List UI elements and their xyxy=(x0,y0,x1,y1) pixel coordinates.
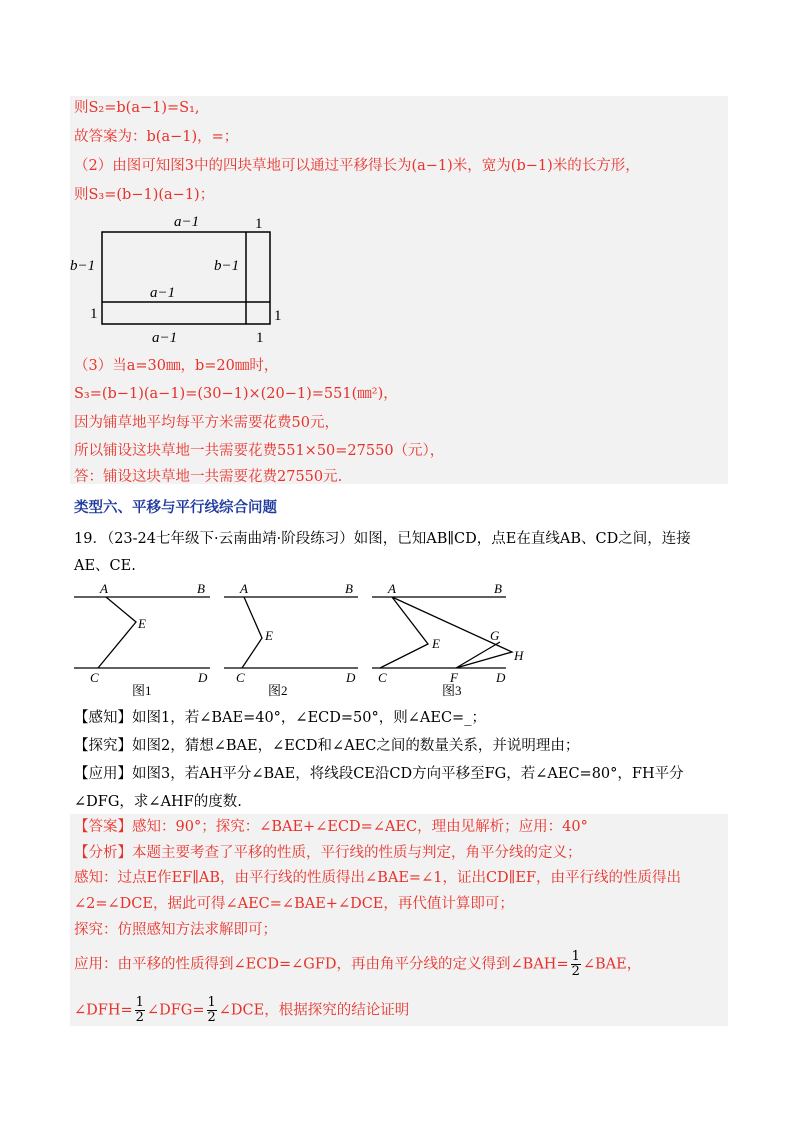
solution-line-3 xyxy=(74,156,640,176)
fraction-half-2 xyxy=(135,996,145,1025)
figure-3 xyxy=(372,581,524,698)
part3-line-4: 所以铺设这块草地一共需要花费551×50=27550（元）， xyxy=(74,443,445,459)
solution-line-2: 故答案为：b(a−1)，=； xyxy=(74,129,239,145)
fig2-label-a: A xyxy=(240,581,248,596)
fig3-label-a: A xyxy=(388,581,396,596)
part3-line-3: 因为铺草地平均每平方米需要花费50元， xyxy=(74,415,339,431)
solution-line-3-prefix: （2）由图可知图3中的四块草地可以通过平移得长为 xyxy=(74,158,412,174)
question-explore: 【探究】如图2，猜想∠BAE，∠ECD和∠AEC之间的数量关系，并说明理由； xyxy=(74,738,580,754)
fraction-numerator-3: 1 xyxy=(207,995,216,1010)
fraction-numerator-2: 1 xyxy=(135,995,144,1010)
analysis-explore-line: 探究：仿照感知方法求解即可； xyxy=(74,922,277,938)
label-inner-bottom: a−1 xyxy=(150,285,176,301)
fraction-denominator-2: 2 xyxy=(135,1010,144,1025)
rectangle-figure xyxy=(70,208,310,350)
answer-line: 【答案】感知：90°；探究：∠BAE+∠ECD=∠AEC，理由见解析；应用：40° xyxy=(74,819,588,835)
label-top-right: 1 xyxy=(255,216,263,232)
question-apply-line-1: 【应用】如图3，若AH平分∠BAE，将线段CE沿CD方向平移至FG，若∠AEC=80°，FH平分 xyxy=(74,766,684,782)
question-perceive: 【感知】如图1，若∠BAE=40°，∠ECD=50°，则∠AEC=_； xyxy=(74,710,486,726)
label-bottom-right: 1 xyxy=(256,330,264,346)
solution-line-3-mid: 米，宽为 xyxy=(452,158,511,174)
geometry-figures xyxy=(70,578,530,702)
label-right-small: 1 xyxy=(274,308,282,324)
fig1-caption: 图1 xyxy=(132,683,152,698)
problem-line-1: 19．（23-24七年级下·云南曲靖·阶段练习）如图，已知AB∥CD，点E在直线AB、CD之间，连接 xyxy=(74,531,691,547)
analysis-apply-line-2-mid: ∠DFG= xyxy=(146,1002,205,1019)
fig1-label-d: D xyxy=(198,670,208,685)
fig2-label-c: C xyxy=(236,670,245,685)
fig3-label-d: D xyxy=(496,670,506,685)
label-left: b−1 xyxy=(70,258,96,274)
analysis-line: 【分析】本题主要考查了平移的性质，平行线的性质与判定，角平分线的定义； xyxy=(74,845,582,861)
analysis-apply-line-2-prefix: ∠DFH= xyxy=(74,1002,133,1019)
fraction-denominator-3: 2 xyxy=(207,1010,216,1025)
label-left-small: 1 xyxy=(90,306,98,322)
solution-line-1: 则S₂=b(a−1)=S₁, xyxy=(74,100,200,116)
outer-rectangle xyxy=(102,232,270,324)
question-apply-line-2: ∠DFG，求∠AHF的度数. xyxy=(74,794,242,810)
fig2-label-b: B xyxy=(345,581,353,596)
fraction-half xyxy=(571,950,581,979)
analysis-perceive-line-1: 感知：过点E作EF∥AB，由平行线的性质得出∠BAE=∠1，证出CD∥EF，由平行线的性质得出 xyxy=(74,870,682,886)
analysis-apply-line-1 xyxy=(74,950,641,979)
fig3-label-c: C xyxy=(378,670,387,685)
part3-line-5: 答：铺设这块草地一共需要花费27550元. xyxy=(74,469,343,485)
fig1-label-a: A xyxy=(100,581,108,596)
analysis-apply-line-1-prefix: 应用：由平移的性质得到∠ECD=∠GFD，再由角平分线的定义得到∠BAH= xyxy=(74,956,569,973)
part3-line-2: S₃=(b−1)(a−1)=(30−1)×(20−1)=551(㎜²)， xyxy=(74,386,398,402)
figure-1 xyxy=(74,581,210,698)
solution-line-4: 则S₃=(b−1)(a−1)； xyxy=(74,187,215,203)
fig2-label-d: D xyxy=(346,670,356,685)
analysis-apply-line-2 xyxy=(74,996,409,1025)
fig2-caption: 图2 xyxy=(268,683,288,698)
figure-2 xyxy=(224,581,358,698)
label-inner-right: b−1 xyxy=(214,258,240,274)
solution-line-3-suffix: 米的长方形， xyxy=(552,158,640,174)
fig2-label-e: E xyxy=(265,628,273,643)
fig3-label-b: B xyxy=(494,581,502,596)
fraction-numerator: 1 xyxy=(571,949,580,964)
fraction-half-3 xyxy=(207,996,217,1025)
solution-line-3-length: (a−1) xyxy=(411,158,453,174)
section-heading: 类型六、平移与平行线综合问题 xyxy=(74,500,277,516)
fig3-caption: 图3 xyxy=(442,683,462,698)
fig1-label-b: B xyxy=(197,581,205,596)
problem-line-2: AE、CE. xyxy=(74,558,136,574)
label-top: a−1 xyxy=(174,214,200,230)
solution-line-3-width: (b−1) xyxy=(510,158,553,174)
analysis-apply-line-1-suffix: ∠BAE， xyxy=(582,956,642,973)
label-bottom: a−1 xyxy=(152,330,178,346)
fig3-label-e: E xyxy=(432,636,440,651)
part3-line-1: （3）当a=30㎜，b=20㎜时， xyxy=(74,358,279,374)
analysis-apply-line-2-suffix: ∠DCE，根据探究的结论证明 xyxy=(218,1002,410,1019)
fig1-label-e: E xyxy=(138,616,146,631)
fig3-label-f: F xyxy=(450,670,458,685)
fig3-label-h: H xyxy=(514,648,524,663)
fraction-denominator: 2 xyxy=(571,964,580,979)
fig3-label-g: G xyxy=(490,628,500,643)
analysis-perceive-line-2: ∠2=∠DCE，据此可得∠AEC=∠BAE+∠DCE，再代值计算即可； xyxy=(74,896,514,912)
fig1-label-c: C xyxy=(90,670,99,685)
